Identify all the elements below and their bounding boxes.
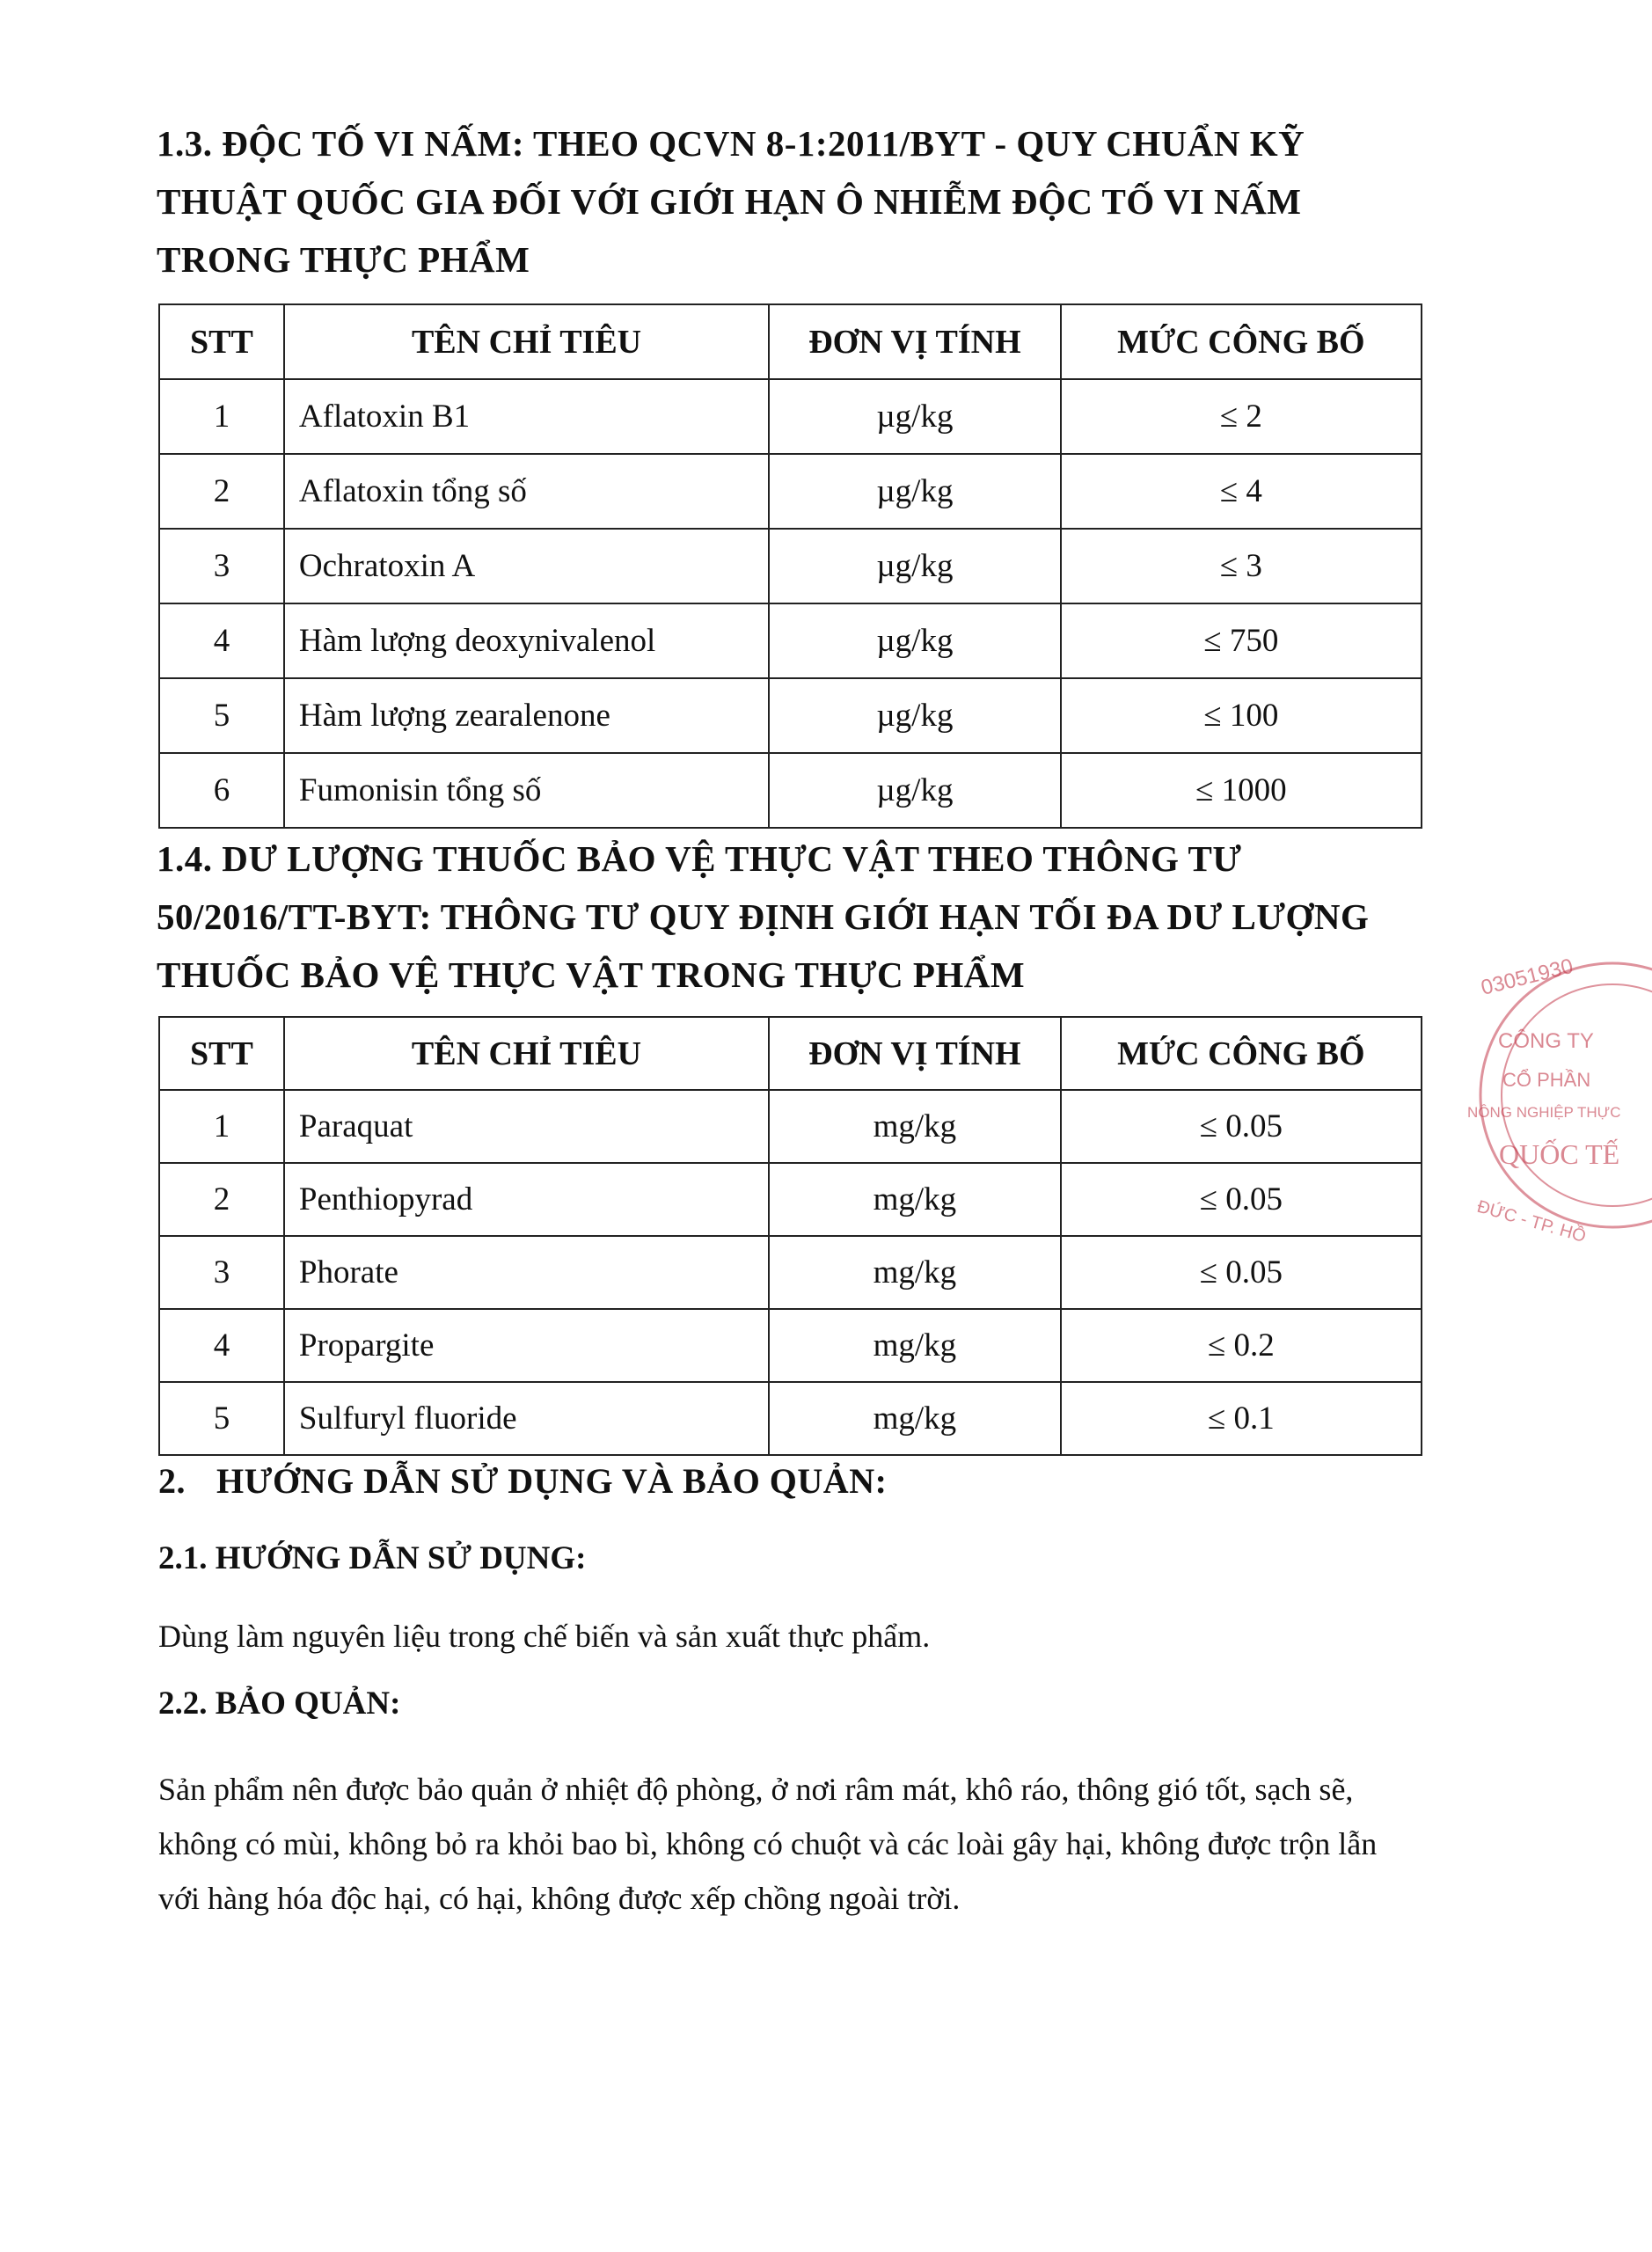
cell-stt: 2 [159, 1163, 284, 1236]
cell-name: Penthiopyrad [284, 1163, 769, 1236]
header-declared-level: MỨC CÔNG BỐ [1061, 304, 1422, 379]
cell-level: ≤ 0.05 [1061, 1236, 1422, 1309]
table-row [159, 454, 1422, 529]
cell-level: ≤ 100 [1061, 678, 1422, 753]
cell-stt: 1 [159, 1090, 284, 1163]
cell-name: Aflatoxin B1 [284, 379, 769, 454]
cell-stt: 3 [159, 529, 284, 603]
svg-text:CỔ PHẦN: CỔ PHẦN [1502, 1069, 1591, 1091]
svg-text:QUỐC TẾ: QUỐC TẾ [1499, 1138, 1620, 1170]
header-stt: STT [159, 1017, 284, 1090]
cell-name: Ochratoxin A [284, 529, 769, 603]
cell-unit: µg/kg [769, 678, 1060, 753]
table-row [159, 1382, 1422, 1455]
cell-name: Aflatoxin tổng số [284, 454, 769, 529]
section-1-4-heading: 1.4. DƯ LƯỢNG THUỐC BẢO VỆ THỰC VẬT THEO THÔNG TƯ 50/2016/TT-BYT: THÔNG TƯ QUY ĐỊNH GIỚI HẠN TỐI ĐA DƯ LƯỢNG THUỐC BẢO VỆ THỰC VẬT TRONG THỰC PHẨM [157, 838, 1370, 995]
cell-stt: 5 [159, 678, 284, 753]
cell-unit: mg/kg [769, 1309, 1061, 1382]
svg-text:CÔNG TY: CÔNG TY [1498, 1029, 1594, 1053]
section-2-number: 2. [158, 1461, 186, 1501]
table-row [159, 603, 1422, 678]
table-row [159, 1236, 1422, 1309]
section-2-heading [158, 1460, 887, 1502]
cell-stt: 4 [159, 603, 284, 678]
company-seal-icon [1450, 954, 1652, 1247]
cell-level: ≤ 4 [1061, 454, 1422, 529]
cell-name: Phorate [284, 1236, 769, 1309]
cell-name: Paraquat [284, 1090, 769, 1163]
header-indicator-name: TÊN CHỈ TIÊU [284, 304, 769, 379]
pesticide-residue-table [158, 1016, 1422, 1456]
cell-name: Sulfuryl fluoride [284, 1382, 769, 1455]
cell-unit: mg/kg [769, 1236, 1061, 1309]
cell-name: Hàm lượng zearalenone [284, 678, 769, 753]
cell-level: ≤ 1000 [1061, 753, 1422, 828]
cell-stt: 3 [159, 1236, 284, 1309]
header-unit: ĐƠN VỊ TÍNH [769, 304, 1060, 379]
usage-instructions-text: Dùng làm nguyên liệu trong chế biến và sản xuất thực phẩm. [158, 1619, 931, 1654]
cell-level: ≤ 2 [1061, 379, 1422, 454]
cell-name: Fumonisin tổng số [284, 753, 769, 828]
table-row [159, 678, 1422, 753]
cell-unit: µg/kg [769, 753, 1060, 828]
cell-level: ≤ 0.05 [1061, 1090, 1422, 1163]
section-1-3-heading: 1.3. ĐỘC TỐ VI NẤM: THEO QCVN 8-1:2011/BYT - QUY CHUẨN KỸ THUẬT QUỐC GIA ĐỐI VỚI GIỚI HẠN Ô NHIỄM ĐỘC TỐ VI NẤM TRONG THỰC PHẨM [157, 123, 1305, 280]
cell-stt: 5 [159, 1382, 284, 1455]
mycotoxin-table [158, 303, 1422, 829]
cell-level: ≤ 0.1 [1061, 1382, 1422, 1455]
svg-text:ĐỨC - TP. HỒ: ĐỨC - TP. HỒ [1474, 1196, 1589, 1247]
table-row [159, 1309, 1422, 1382]
table-row [159, 753, 1422, 828]
table-row [159, 379, 1422, 454]
cell-name: Hàm lượng deoxynivalenol [284, 603, 769, 678]
cell-level: ≤ 0.2 [1061, 1309, 1422, 1382]
cell-unit: mg/kg [769, 1382, 1061, 1455]
header-unit: ĐƠN VỊ TÍNH [769, 1017, 1061, 1090]
svg-text:NÔNG NGHIỆP THỰC: NÔNG NGHIỆP THỰC [1467, 1104, 1621, 1121]
table-row [159, 529, 1422, 603]
table-row [159, 1163, 1422, 1236]
cell-unit: µg/kg [769, 454, 1060, 529]
cell-unit: µg/kg [769, 379, 1060, 454]
table-row [159, 1090, 1422, 1163]
header-indicator-name: TÊN CHỈ TIÊU [284, 1017, 769, 1090]
header-declared-level: MỨC CÔNG BỐ [1061, 1017, 1422, 1090]
cell-stt: 1 [159, 379, 284, 454]
cell-name: Propargite [284, 1309, 769, 1382]
cell-unit: mg/kg [769, 1090, 1061, 1163]
table-header-row [159, 304, 1422, 379]
section-2-1-heading: 2.1. HƯỚNG DẪN SỬ DỤNG: [158, 1540, 587, 1576]
table-header-row [159, 1017, 1422, 1090]
section-2-title: HƯỚNG DẪN SỬ DỤNG VÀ BẢO QUẢN: [216, 1461, 888, 1501]
cell-stt: 4 [159, 1309, 284, 1382]
cell-unit: mg/kg [769, 1163, 1061, 1236]
header-stt: STT [159, 304, 284, 379]
cell-unit: µg/kg [769, 603, 1060, 678]
cell-stt: 6 [159, 753, 284, 828]
section-2-2-heading: 2.2. BẢO QUẢN: [158, 1685, 401, 1722]
cell-stt: 2 [159, 454, 284, 529]
svg-text:03051930: 03051930 [1478, 954, 1576, 1000]
cell-unit: µg/kg [769, 529, 1060, 603]
storage-instructions-text: Sản phẩm nên được bảo quản ở nhiệt độ phòng, ở nơi râm mát, khô ráo, thông gió tốt, sạch sẽ, không có mùi, không bỏ ra khỏi bao bì, không có chuột và các loài gây hại, không được trộn lẫn với hàng hóa độc hại, có hại, không được xếp chồng ngoài trời. [158, 1772, 1378, 1916]
cell-level: ≤ 750 [1061, 603, 1422, 678]
cell-level: ≤ 0.05 [1061, 1163, 1422, 1236]
cell-level: ≤ 3 [1061, 529, 1422, 603]
